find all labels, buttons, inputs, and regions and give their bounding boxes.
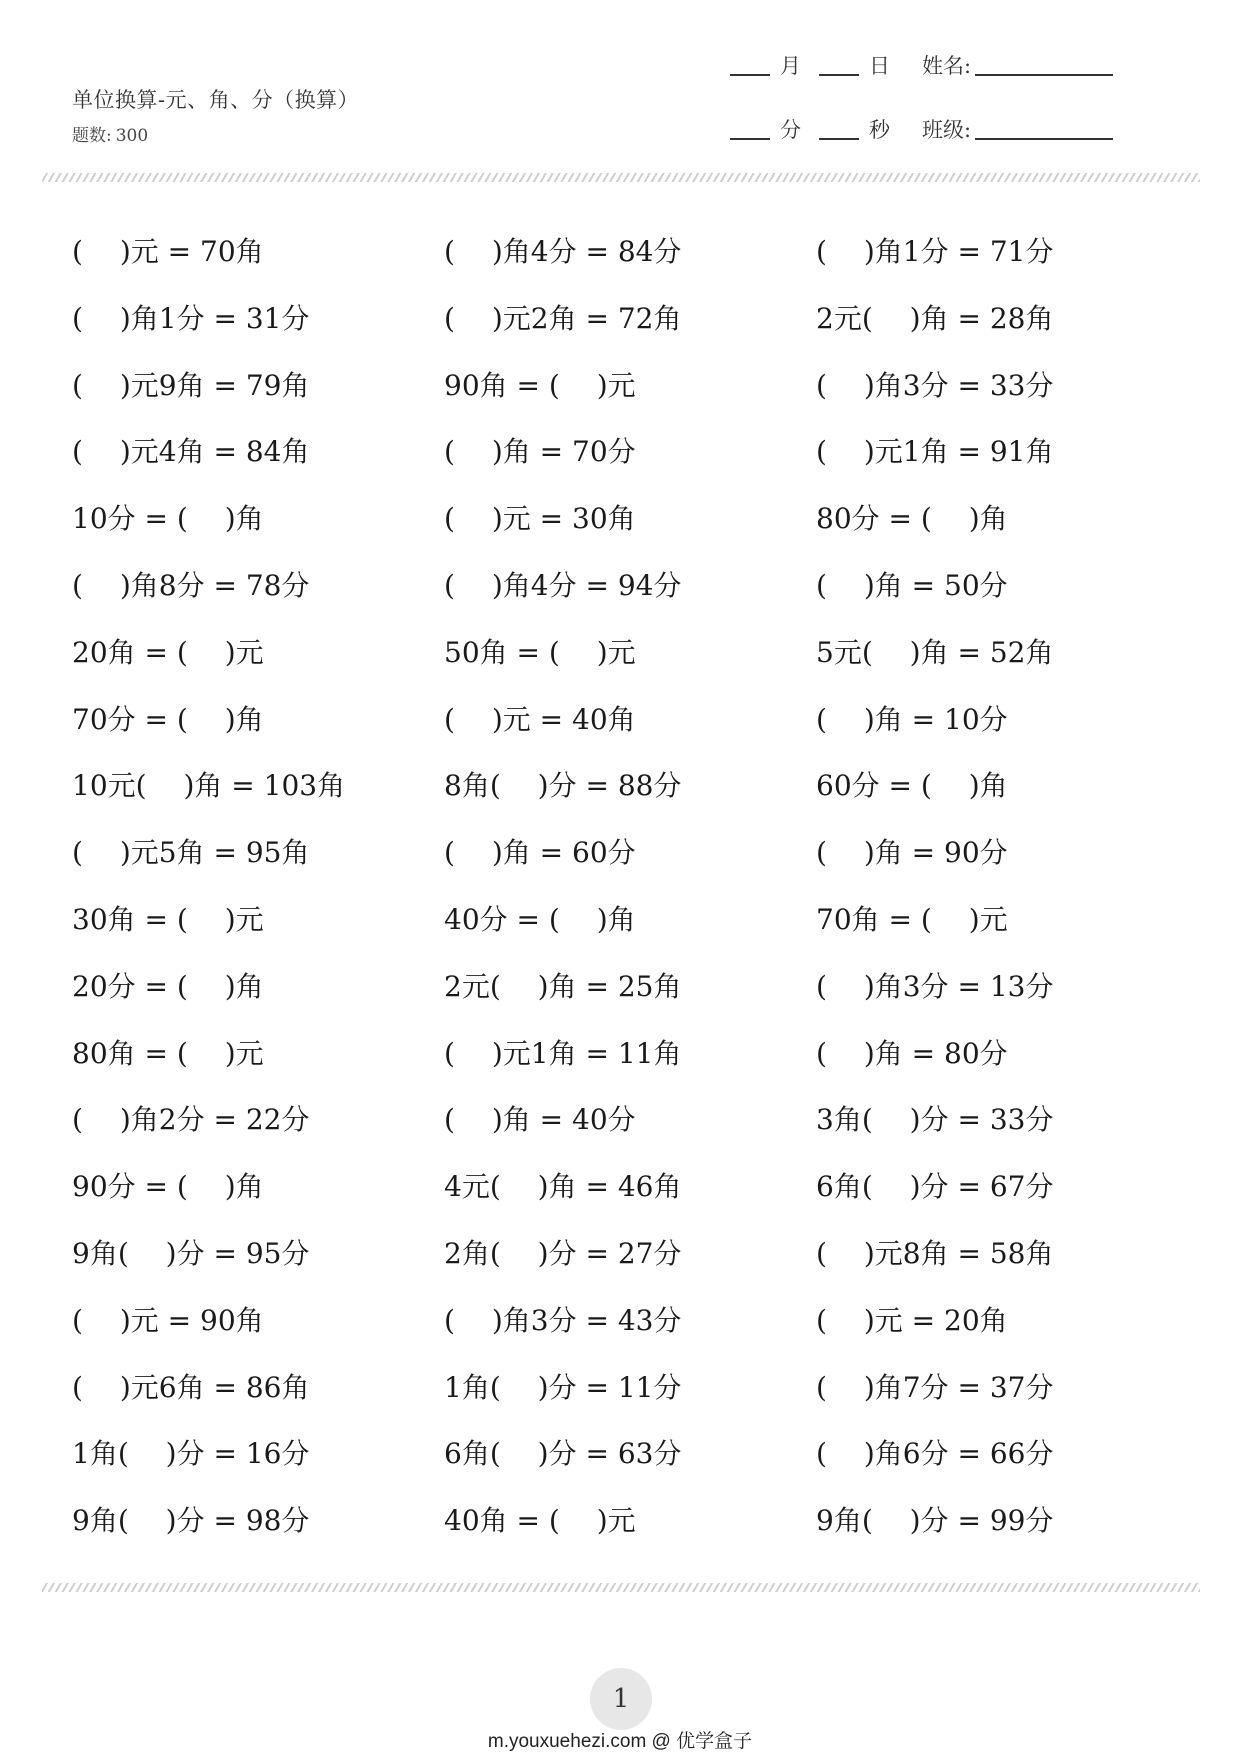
class-blank[interactable] (975, 138, 1113, 140)
problem-item: 2元( )角 = 25角 (444, 969, 682, 1003)
problem-item: 70分 = ( )角 (72, 702, 264, 736)
question-count (72, 121, 148, 146)
minute-label: 分 (780, 118, 801, 142)
problem-item: ( )元 = 20角 (816, 1303, 1008, 1337)
time-field (730, 114, 898, 144)
problem-item: ( )角 = 50分 (816, 568, 1008, 602)
problem-item: ( )角 = 80分 (816, 1036, 1008, 1070)
problem-item: 9角( )分 = 95分 (72, 1236, 310, 1270)
problem-item: 40分 = ( )角 (444, 902, 636, 936)
problem-item: ( )元 = 90角 (72, 1303, 264, 1337)
problem-item: 1角( )分 = 16分 (72, 1437, 310, 1471)
problem-item: ( )元 = 70角 (72, 235, 264, 268)
problem-item: ( )角 = 10分 (816, 702, 1008, 736)
problem-item: 70角 = ( )元 (816, 902, 1008, 936)
problem-item: ( )元1角 = 11角 (444, 1036, 682, 1070)
problem-item: 20分 = ( )角 (72, 969, 264, 1003)
problem-item: 1角( )分 = 11分 (444, 1370, 682, 1404)
problem-item: ( )角2分 = 22分 (72, 1103, 310, 1137)
problem-item: ( )角 = 90分 (816, 836, 1008, 870)
problem-item: 90分 = ( )角 (72, 1170, 264, 1204)
second-label: 秒 (869, 118, 890, 142)
problem-item: ( )元6角 = 86角 (72, 1370, 310, 1404)
problem-item: ( )元5角 = 95角 (72, 836, 310, 870)
class-field (922, 114, 1113, 144)
top-divider (42, 173, 1200, 182)
day-blank[interactable] (819, 74, 859, 76)
problem-item: 50角 = ( )元 (444, 635, 636, 669)
problem-item: 3角( )分 = 33分 (816, 1103, 1054, 1137)
page-number-badge: 1 (590, 1668, 652, 1730)
problem-item: ( )角3分 = 33分 (816, 368, 1054, 402)
name-field (922, 50, 1113, 80)
problem-item: ( )角4分 = 84分 (444, 235, 682, 268)
problem-item: ( )元1角 = 91角 (816, 435, 1054, 469)
problem-item: 10元( )角 = 103角 (72, 769, 346, 803)
problem-item: 40角 = ( )元 (444, 1504, 636, 1538)
problem-item: ( )角1分 = 31分 (72, 301, 310, 335)
bottom-divider (42, 1583, 1200, 1592)
problem-item: 6角( )分 = 63分 (444, 1437, 682, 1471)
problem-item: ( )角3分 = 13分 (816, 969, 1054, 1003)
question-count-label: 题数: (72, 126, 112, 146)
problem-item: ( )元2角 = 72角 (444, 301, 682, 335)
problem-item: 10分 = ( )角 (72, 502, 264, 536)
day-label: 日 (869, 54, 890, 78)
footer-site-credit: m.youxuehezi.com @ 优学盒子 (487, 1731, 753, 1752)
name-label: 姓名: (922, 54, 972, 78)
name-blank[interactable] (975, 74, 1113, 76)
problem-grid (72, 232, 1192, 1568)
problem-item: 5元( )角 = 52角 (816, 635, 1054, 669)
date-field (730, 50, 898, 80)
problem-item: ( )角6分 = 66分 (816, 1437, 1054, 1471)
problem-item: ( )角3分 = 43分 (444, 1303, 682, 1337)
question-count-value: 300 (115, 126, 149, 146)
problem-item: 9角( )分 = 98分 (72, 1504, 310, 1538)
second-blank[interactable] (819, 138, 859, 140)
problem-item: ( )元 = 30角 (444, 502, 636, 536)
problem-item: ( )角 = 40分 (444, 1103, 636, 1137)
problem-item: ( )角7分 = 37分 (816, 1370, 1054, 1404)
problem-item: ( )角4分 = 94分 (444, 568, 682, 602)
problem-item: 80分 = ( )角 (816, 502, 1008, 536)
problem-item: 60分 = ( )角 (816, 769, 1008, 803)
problem-item: 8角( )分 = 88分 (444, 769, 682, 803)
problem-item: 20角 = ( )元 (72, 635, 264, 669)
problem-item: 4元( )角 = 46角 (444, 1170, 682, 1204)
problem-item: ( )元4角 = 84角 (72, 435, 310, 469)
problem-item: 9角( )分 = 99分 (816, 1504, 1054, 1538)
problem-item: 6角( )分 = 67分 (816, 1170, 1054, 1204)
minute-blank[interactable] (730, 138, 770, 140)
problem-item: ( )元8角 = 58角 (816, 1236, 1054, 1270)
problem-item: ( )元9角 = 79角 (72, 368, 310, 402)
problem-item: 2角( )分 = 27分 (444, 1236, 682, 1270)
problem-item: 90角 = ( )元 (444, 368, 636, 402)
class-label: 班级: (922, 118, 972, 142)
problem-item: 30角 = ( )元 (72, 902, 264, 936)
problem-item: ( )元 = 40角 (444, 702, 636, 736)
problem-item: 80角 = ( )元 (72, 1036, 264, 1070)
problem-item: ( )角 = 70分 (444, 435, 636, 469)
problem-item: ( )角1分 = 71分 (816, 235, 1054, 268)
month-label: 月 (780, 54, 801, 78)
problem-item: ( )角 = 60分 (444, 836, 636, 870)
worksheet-title: 单位换算-元、角、分（换算） (72, 88, 360, 112)
month-blank[interactable] (730, 74, 770, 76)
problem-item: 2元( )角 = 28角 (816, 301, 1054, 335)
problem-item: ( )角8分 = 78分 (72, 568, 310, 602)
